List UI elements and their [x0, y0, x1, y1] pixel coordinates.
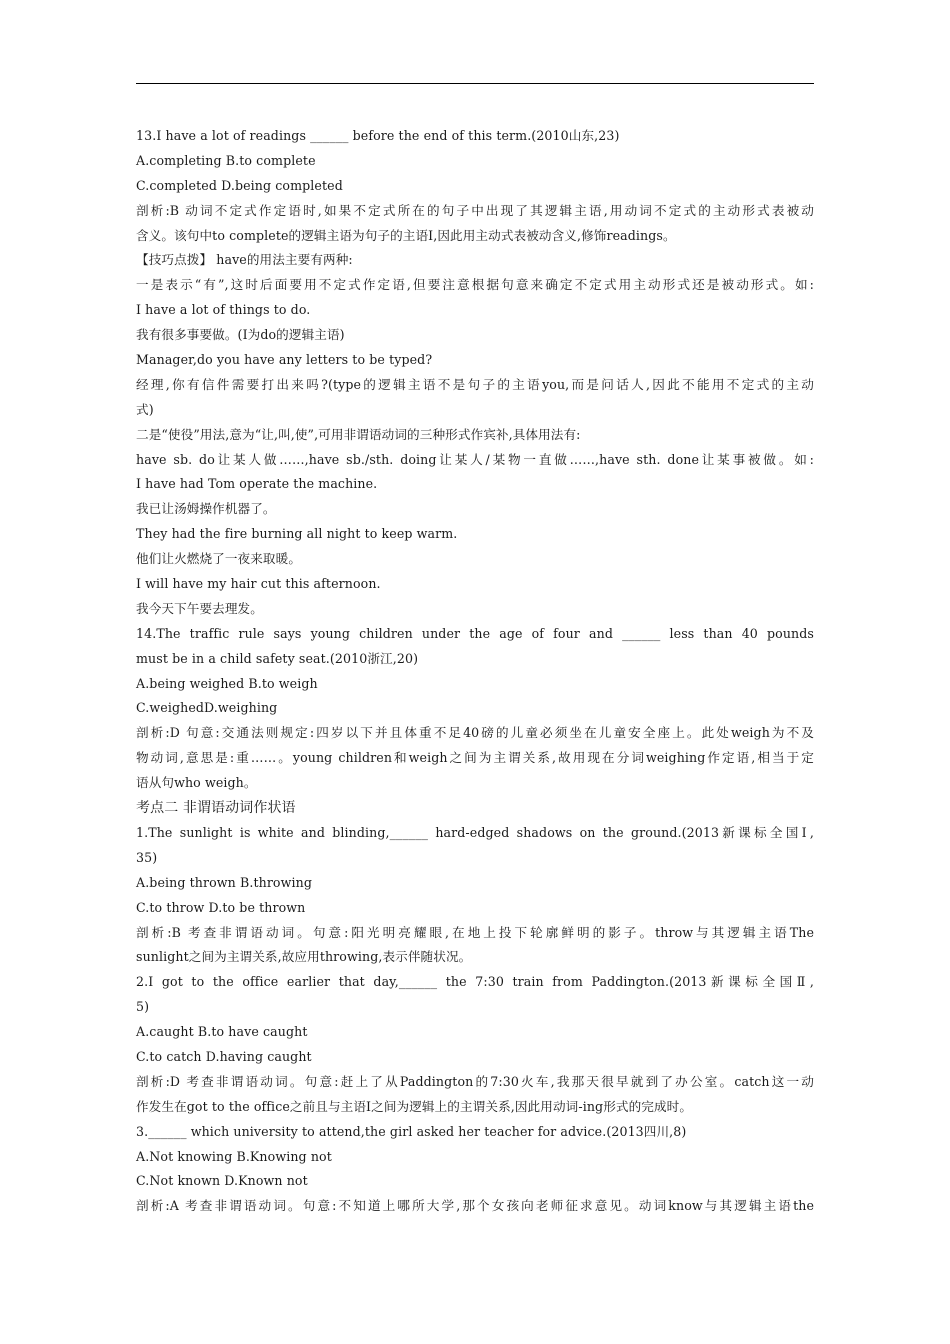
text-line: 【技巧点拨】 have的用法主要有两种: [136, 252, 353, 268]
text-line: 作发生在got to the office之前且与主语I之间为逻辑上的主谓关系,因此用动词-ing形式的完成时。 [136, 1098, 693, 1114]
text-line: 语从句who weigh。 [136, 775, 257, 791]
text-line: 剖析:B 考查非谓语动词。句意:阳光明亮耀眼,在地上投下轮廓鲜明的影子。throw与其逻辑主语The [136, 924, 814, 940]
text-line: C.to throw D.to be thrown [136, 899, 306, 915]
document-body [136, 124, 814, 1219]
text-line: I have a lot of things to do. [136, 302, 311, 318]
text-line: 14.The traffic rule says young children under the age of four and ______ less than 40 pounds [136, 625, 814, 641]
text-line: 式) [136, 401, 154, 417]
text-line: C.Not known D.Known not [136, 1173, 308, 1189]
text-line: A.caught B.to have caught [136, 1024, 308, 1040]
text-line: A.being weighed B.to weigh [136, 675, 318, 691]
text-line: 1.The sunlight is white and blinding,______ hard-edged shadows on the ground.(2013新课标全国Ⅰ, [136, 824, 814, 840]
text-line: 剖析:B 动词不定式作定语时,如果不定式所在的句子中出现了其逻辑主语,用动词不定式的主动形式表被动 [136, 202, 814, 218]
text-line: 5) [136, 999, 150, 1015]
text-line: 2.I got to the office earlier that day,______ the 7:30 train from Paddington.(2013新课标全国Ⅱ, [136, 974, 814, 990]
text-line: A.being thrown B.throwing [136, 874, 312, 890]
text-line: 物动词,意思是:重……。young children和weigh之间为主谓关系,故用现在分词weighing作定语,相当于定 [136, 750, 814, 766]
text-line: 含义。该句中to complete的逻辑主语为句子的主语I,因此用主动式表被动含义,修饰readings。 [136, 227, 676, 243]
text-line: 35) [136, 849, 158, 865]
text-line: C.completed D.being completed [136, 177, 343, 193]
text-line: 经理,你有信件需要打出来吗?(type的逻辑主语不是句子的主语you,而是问话人,因此不能用不定式的主动 [136, 376, 814, 392]
text-line: C.weighedD.weighing [136, 700, 278, 716]
text-line: 一是表示“有”,这时后面要用不定式作定语,但要注意根据句意来确定不定式用主动形式还是被动形式。如: [136, 277, 814, 293]
text-line: 13.I have a lot of readings ______ before the end of this term.(2010山东,23) [136, 128, 620, 143]
text-line: Manager,do you have any letters to be typed? [136, 352, 433, 368]
header-rule [136, 83, 814, 84]
text-line: must be in a child safety seat.(2010浙江,20) [136, 650, 419, 666]
text-line: 剖析:D 句意:交通法则规定:四岁以下并且体重不足40磅的儿童必须坐在儿童安全座上。此处weigh为不及 [136, 725, 814, 741]
text-line: 我今天下午要去理发。 [136, 600, 263, 616]
text-line: A.Not knowing B.Knowing not [136, 1148, 332, 1164]
text-line: 3.______ which university to attend,the girl asked her teacher for advice.(2013四川,8) [136, 1123, 687, 1139]
text-line: sunlight之间为主谓关系,故应用throwing,表示伴随状况。 [136, 949, 472, 965]
text-line: 二是“使役”用法,意为“让,叫,使”,可用非谓语动词的三种形式作宾补,具体用法有: [136, 426, 581, 442]
text-line: They had the fire burning all night to keep warm. [136, 526, 458, 542]
text-line: 剖析:D 考查非谓语动词。句意:赶上了从Paddington的7:30火车,我那天很早就到了办公室。catch这一动 [136, 1073, 814, 1089]
text-line: 我有很多事要做。(I为do的逻辑主语) [136, 327, 345, 343]
section-heading: 考点二 非谓语动词作状语 [136, 800, 296, 817]
text-line: I will have my hair cut this afternoon. [136, 576, 381, 592]
text-line: 我已让汤姆操作机器了。 [136, 501, 276, 517]
text-line: have sb. do让某人做……,have sb./sth. doing让某人/某物一直做……,have sth. done让某事被做。如: [136, 451, 814, 467]
text-line: 他们让火燃烧了一夜来取暖。 [136, 551, 302, 567]
text-line: I have had Tom operate the machine. [136, 476, 378, 492]
text-line: C.to catch D.having caught [136, 1048, 312, 1064]
text-line: A.completing B.to complete [136, 152, 316, 168]
text-line: 剖析:A 考查非谓语动词。句意:不知道上哪所大学,那个女孩向老师征求意见。动词know与其逻辑主语the [136, 1198, 814, 1214]
